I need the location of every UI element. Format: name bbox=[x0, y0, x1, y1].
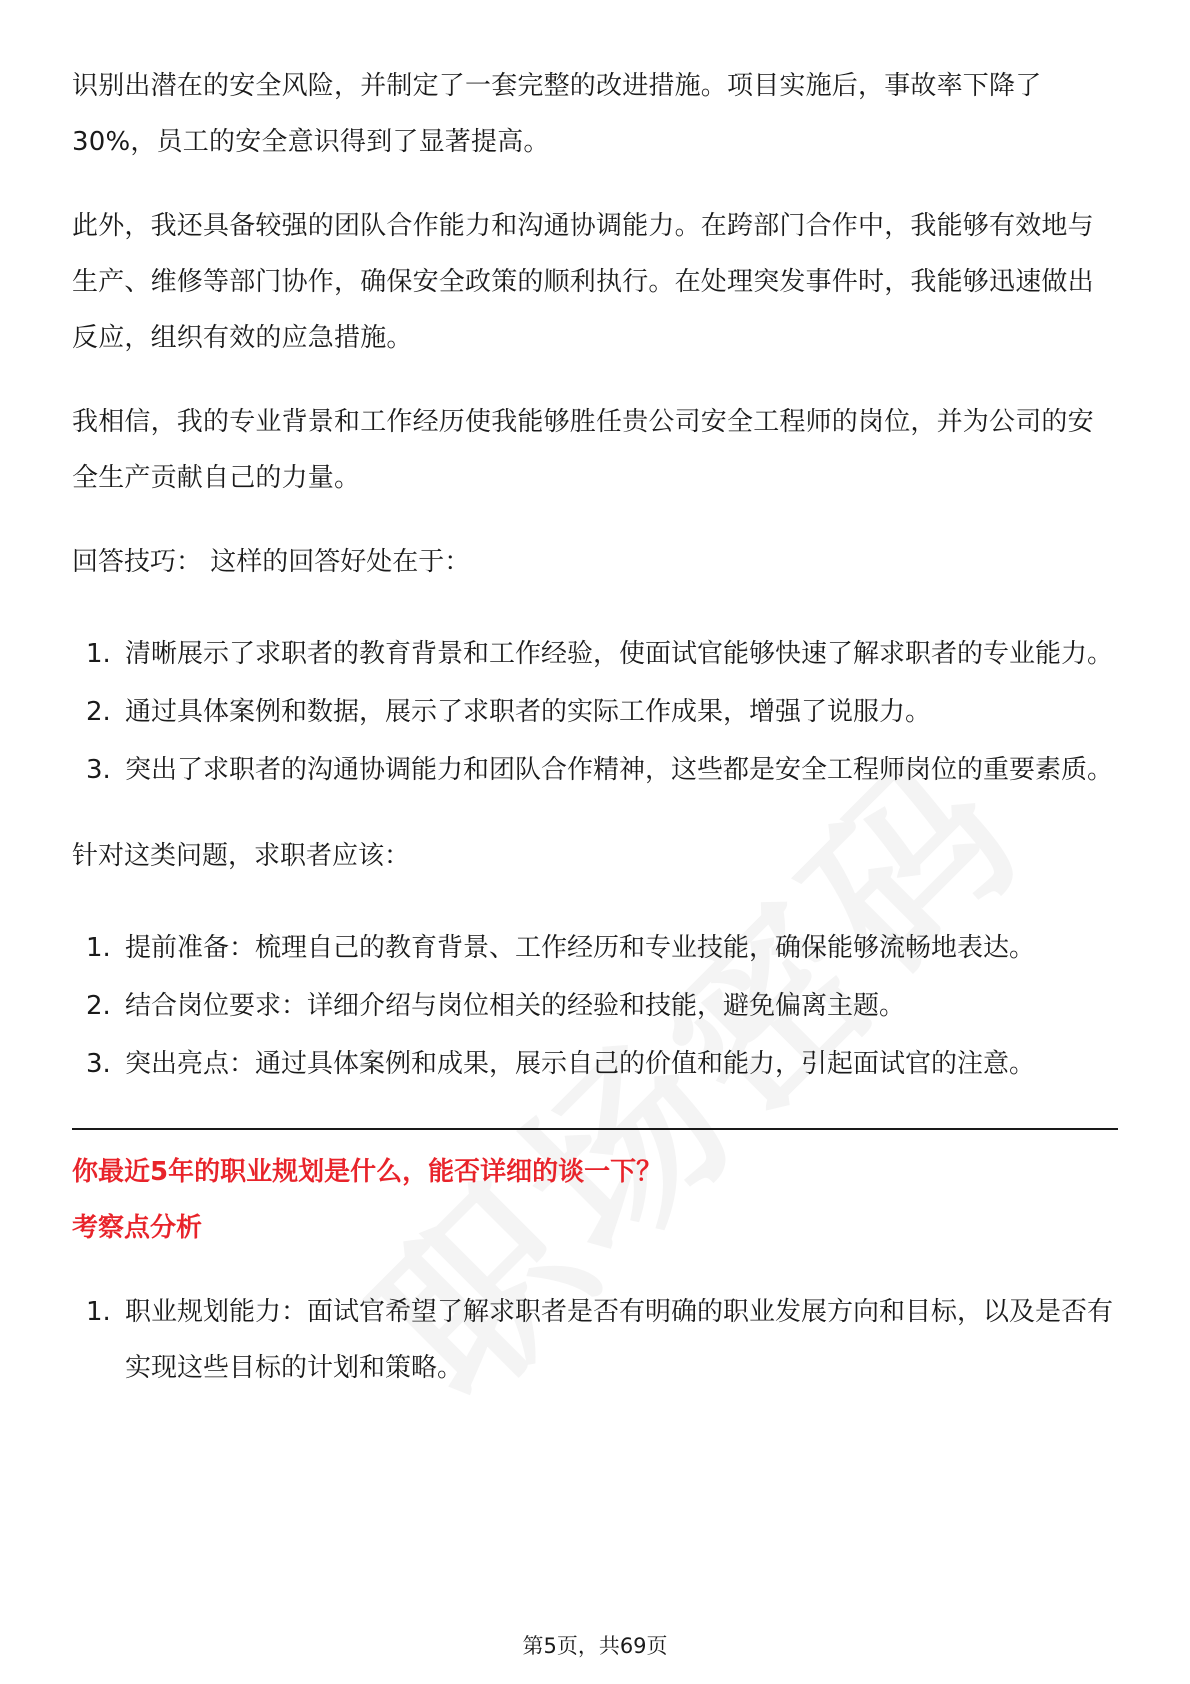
list-item bbox=[72, 742, 1118, 798]
analysis-list bbox=[72, 1284, 1118, 1396]
section-divider bbox=[72, 1128, 1118, 1130]
question-heading: 你最近5年的职业规划是什么，能否详细的谈一下？ bbox=[72, 1157, 663, 1187]
analysis-heading: 考察点分析 bbox=[72, 1213, 203, 1243]
list-number: 3. bbox=[86, 1049, 111, 1079]
list-item bbox=[72, 920, 1118, 976]
paragraph-1: 识别出潜在的安全风险，并制定了一套完整的改进措施。项目实施后，事故率下降了30%，员工的安全意识得到了显著提高。 bbox=[72, 71, 1042, 157]
advice-list bbox=[72, 920, 1118, 1092]
paragraph-3: 我相信，我的专业背景和工作经历使我能够胜任贵公司安全工程师的岗位，并为公司的安全生产贡献自己的力量。 bbox=[72, 407, 1094, 493]
list-item bbox=[72, 1036, 1118, 1092]
advice-intro: 针对这类问题，求职者应该： bbox=[72, 841, 411, 871]
list-number: 1. bbox=[86, 1297, 111, 1327]
document-body bbox=[72, 58, 1118, 1426]
list-item bbox=[72, 626, 1118, 682]
list-text: 职业规划能力：面试官希望了解求职者是否有明确的职业发展方向和目标，以及是否有实现这些目标的计划和策略。 bbox=[125, 1297, 1114, 1383]
list-text: 突出亮点：通过具体案例和成果，展示自己的价值和能力，引起面试官的注意。 bbox=[125, 1049, 1036, 1079]
list-number: 2. bbox=[86, 697, 111, 727]
tips-list bbox=[72, 626, 1118, 798]
list-text: 清晰展示了求职者的教育背景和工作经验，使面试官能够快速了解求职者的专业能力。 bbox=[125, 639, 1114, 669]
list-number: 2. bbox=[86, 991, 111, 1021]
paragraph-2: 此外，我还具备较强的团队合作能力和沟通协调能力。在跨部门合作中，我能够有效地与生产、维修等部门协作，确保安全政策的顺利执行。在处理突发事件时，我能够迅速做出反应，组织有效的应急措施。 bbox=[72, 211, 1094, 353]
page-footer: 第5页，共69页 bbox=[522, 1634, 668, 1658]
list-item bbox=[72, 978, 1118, 1034]
tips-intro: 回答技巧： 这样的回答好处在于： bbox=[72, 547, 471, 577]
list-item bbox=[72, 1284, 1118, 1396]
list-number: 1. bbox=[86, 933, 111, 963]
list-text: 突出了求职者的沟通协调能力和团队合作精神，这些都是安全工程师岗位的重要素质。 bbox=[125, 755, 1114, 785]
list-text: 提前准备：梳理自己的教育背景、工作经历和专业技能，确保能够流畅地表达。 bbox=[125, 933, 1036, 963]
list-number: 3. bbox=[86, 755, 111, 785]
list-item bbox=[72, 684, 1118, 740]
list-text: 通过具体案例和数据，展示了求职者的实际工作成果，增强了说服力。 bbox=[125, 697, 932, 727]
list-number: 1. bbox=[86, 639, 111, 669]
list-text: 结合岗位要求：详细介绍与岗位相关的经验和技能，避免偏离主题。 bbox=[125, 991, 906, 1021]
